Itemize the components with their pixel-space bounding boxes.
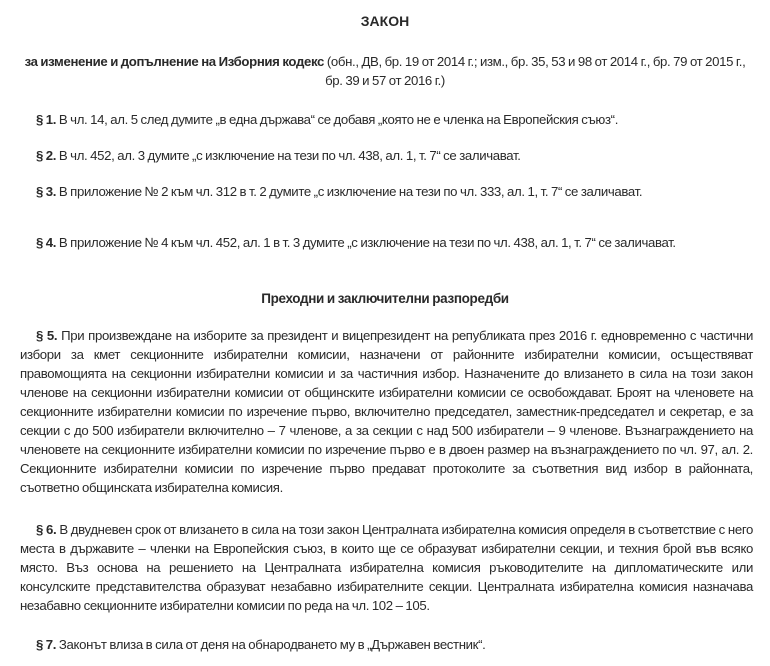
subtitle-publication-info: (обн., ДВ, бр. 19 от 2014 г.; изм., бр. 35, 53 и 98 от 2014 г., бр. 79 от 2015 г., бр. 39 и 57 от 2016 г.): [324, 54, 746, 88]
paragraph-mark: § 7.: [36, 637, 57, 652]
paragraph-text: В приложение № 2 към чл. 312 в т. 2 думите „с изключение на тези по чл. 333, ал. 1, т. 7“ се заличават.: [56, 184, 643, 199]
subtitle-law-name: за изменение и допълнение на Изборния кодекс: [24, 54, 325, 69]
paragraph-text: При произвеждане на изборите за президент и вицепрезидент на републиката през 2016 г. едновременно с частични избори за кмет секционните избирателни комисии, назначени от районните избирателни комисии, осъществяват правомощията на секционни избирателни комисии и за частичния избор. Назначените до влизането в сила на този закон членове на секционни избирателни комисии от общинските избирателни комисии се освобождават. Броят на членовете на секционните избирателни комисии по изречение първо, включително председател, заместник-председател и секретар, е за секции с до 500 избиратели включително – 7 членове, а за секции с над 500 избиратели – 9 членове. Възнаграждението на членовете на секционните избирателни комисии по изречение първо е в двоен размер на възнаграждението по чл. 97, ал. 2. Секционните избирателни комисии по изречение първо предават протоколите за съответния вид избор в районната, съответно общинската избирателна комисия.: [20, 328, 753, 495]
paragraph-text: В двудневен срок от влизането в сила на този закон Централната избирателна комисия определя в съответствие с него места в държавите – членки на Европейския съюз, в които ще се образуват избирателни секции, и техния брой във всяко място. Въз основа на решението на Централната избирателна комисия ръководителите на дипломатическите или консулските представителства образуват незабавно избирателните секции. Централната избирателна комисия назначава незабавно секционните избирателни комисии по реда на чл. 102 – 105.: [20, 522, 753, 613]
paragraph-mark: § 5.: [36, 328, 58, 343]
paragraph-mark: § 4.: [36, 235, 57, 250]
section-heading: Преходни и заключителни разпоредби: [261, 291, 509, 306]
paragraph-text: Законът влиза в сила от деня на обнародването му в „Държавен вестник“.: [56, 637, 486, 652]
paragraph-text: В чл. 452, ал. 3 думите „с изключение на тези по чл. 438, ал. 1, т. 7“ се заличават.: [56, 148, 521, 163]
paragraph-1: [20, 110, 753, 129]
paragraph-mark: § 3.: [36, 184, 57, 199]
paragraph-4: [20, 233, 753, 252]
paragraph-mark: § 6.: [36, 522, 57, 537]
paragraph-text: В приложение № 4 към чл. 452, ал. 1 в т. 3 думите „с изключение на тези по чл. 438, ал. 1, т. 7“ се заличават.: [56, 235, 676, 250]
paragraph-mark: § 2.: [36, 148, 57, 163]
paragraph-5: [20, 326, 753, 497]
paragraph-2: [20, 146, 753, 165]
paragraph-3: [20, 182, 753, 201]
document-subtitle: [20, 52, 750, 90]
document-title: ЗАКОН: [360, 13, 410, 29]
paragraph-6: [20, 520, 753, 615]
paragraph-7: [20, 635, 753, 654]
paragraph-mark: § 1.: [36, 112, 57, 127]
paragraph-text: В чл. 14, ал. 5 след думите „в една държава“ се добавя „която не е членка на Европейския съюз“.: [56, 112, 619, 127]
